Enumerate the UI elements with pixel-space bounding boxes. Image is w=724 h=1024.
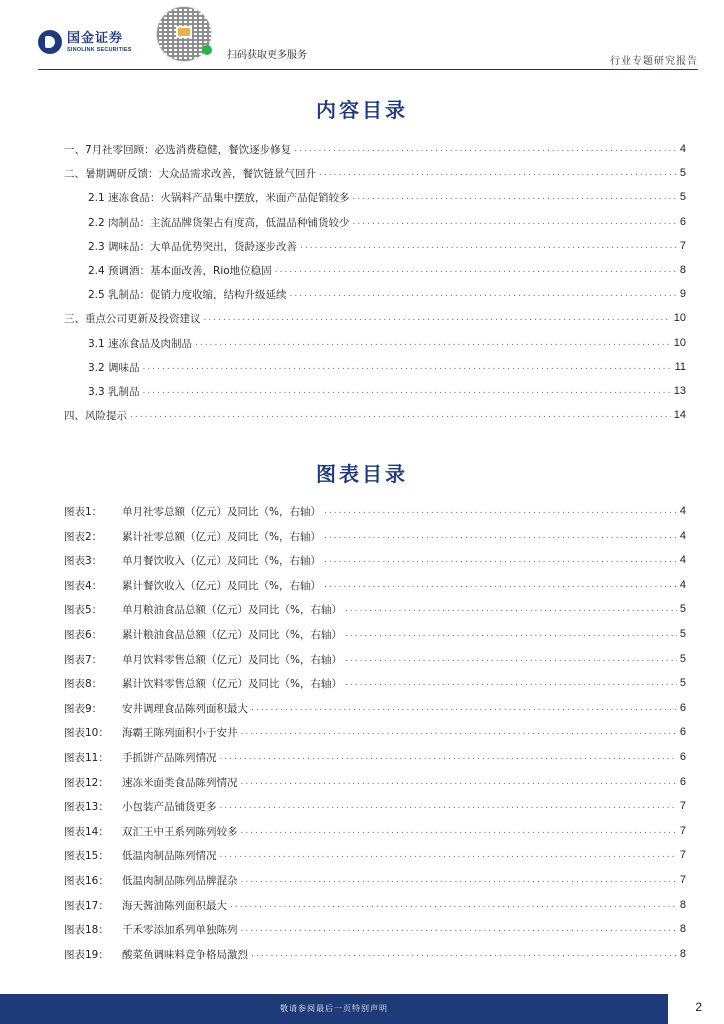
figure-entry-number: 图表17： [64,899,109,912]
figure-entry-number: 图表3： [64,554,103,567]
figure-entry-label: 单月社零总额（亿元）及同比（%，右轴） [122,505,321,518]
toc-leader-dots [241,924,677,934]
toc-entry[interactable] [88,214,686,230]
toc-leader-dots [251,949,677,959]
toc-leader-dots [345,654,677,664]
toc-leader-dots [241,826,677,836]
figure-entry-label: 速冻米面类食品陈列情况 [122,776,238,789]
figure-entry[interactable] [64,921,686,937]
toc-leader-dots [353,217,677,227]
figures-title: 图表目录 [316,462,408,486]
figure-entry[interactable] [64,774,686,790]
figure-entry-label: 单月饮料零售总额（亿元）及同比（%，右轴） [122,653,342,666]
toc-entry-label: 二、暑期调研反馈：大众品需求改善，餐饮链景气回升 [64,167,316,180]
toc-leader-dots [275,265,677,275]
logo-english-name: SINOLINK SECURITIES [67,46,132,53]
figure-entry[interactable] [64,823,686,839]
header-divider [38,69,698,70]
figure-entry[interactable] [64,872,686,888]
figure-entry-number: 图表6： [64,628,103,641]
figure-entry-page: 5 [679,677,686,689]
qr-caption: 扫码获取更多服务 [227,50,307,61]
figure-entry-label: 安井调理食品陈列面积最大 [122,702,248,715]
figure-entry-page: 7 [679,800,686,812]
toc-entry-page: 14 [673,409,686,421]
figure-entry[interactable] [64,552,686,568]
toc-leader-dots [324,555,677,565]
toc-leader-dots [345,678,677,688]
figure-entry-number: 图表1： [64,505,103,518]
toc-leader-dots [204,313,671,323]
toc-entry-page: 6 [679,216,686,228]
figure-entry-page: 7 [679,874,686,886]
toc-entry[interactable] [64,165,686,181]
toc-entry-label: 三、重点公司更新及投资建议 [64,312,201,325]
figure-entry[interactable] [64,897,686,913]
figure-entry-label: 双汇王中王系列陈列较多 [122,825,238,838]
toc-entry-label: 四、风险提示 [64,409,127,422]
footer-disclaimer: 敬请参阅最后一页特别声明 [280,1004,388,1013]
figure-entry-page: 6 [679,776,686,788]
figure-entry-page: 4 [679,505,686,517]
toc-leader-dots [345,629,677,639]
toc-entry[interactable] [64,310,686,326]
figure-entry-page: 7 [679,825,686,837]
figure-entry-label: 手抓饼产品陈列情况 [122,751,217,764]
toc-entry[interactable] [88,189,686,205]
toc-leader-dots [324,580,677,590]
toc-entry-page: 8 [679,264,686,276]
toc-leader-dots [353,192,677,202]
figure-entry[interactable] [64,946,686,962]
figure-entry-number: 图表8： [64,677,103,690]
toc-leader-dots [290,289,677,299]
figure-entry-page: 5 [679,628,686,640]
figure-entry-label: 低温肉制品陈列品牌混杂 [122,874,238,887]
figure-entry-number: 图表14： [64,825,109,838]
toc-leader-dots [195,338,671,348]
figure-entry[interactable] [64,577,686,593]
toc-leader-dots [251,703,677,713]
figure-entry-page: 5 [679,603,686,615]
figure-entry-number: 图表19： [64,948,109,961]
figure-entry-number: 图表10： [64,726,109,739]
figure-entry-page: 4 [679,579,686,591]
figure-entry-number: 图表4： [64,579,103,592]
figure-entry[interactable] [64,528,686,544]
toc-entry-page: 13 [673,385,686,397]
toc-entry-page: 4 [679,143,686,155]
toc-entry-page: 10 [673,337,686,349]
toc-leader-dots [319,168,677,178]
figure-entry-page: 4 [679,530,686,542]
figure-entry[interactable] [64,651,686,667]
qr-center-logo-icon [176,26,192,38]
figure-entry[interactable] [64,847,686,863]
toc-leader-dots [324,531,677,541]
toc-entry[interactable] [64,141,686,157]
figure-entry-label: 累计粮油食品总额（亿元）及同比（%，右轴） [122,628,342,641]
figure-entry-page: 8 [679,899,686,911]
figure-entry-page: 4 [679,554,686,566]
toc-entry[interactable] [64,407,686,423]
toc-entry-label: 2.2 肉制品：主流品牌货架占有度高，低温品种铺货较少 [88,216,350,229]
toc-entry-label: 2.5 乳制品：促销力度收缩，结构升级延续 [88,288,287,301]
figure-entry-label: 累计饮料零售总额（亿元）及同比（%，右轴） [122,677,342,690]
toc-entry-page: 10 [673,312,686,324]
figure-entry[interactable] [64,503,686,519]
figure-entry-page: 8 [679,948,686,960]
figure-entry[interactable] [64,626,686,642]
toc-leader-dots [130,410,671,420]
figure-entry-label: 累计餐饮收入（亿元）及同比（%，右轴） [122,579,321,592]
report-type: 行业专题研究报告 [610,56,698,67]
figure-entry-number: 图表5： [64,603,103,616]
figure-entry-number: 图表7： [64,653,103,666]
toc-entry-page: 9 [679,288,686,300]
toc-leader-dots [143,386,671,396]
figure-entry-number: 图表15： [64,849,109,862]
figure-entry-page: 6 [679,726,686,738]
figure-entry-label: 单月餐饮收入（亿元）及同比（%，右轴） [122,554,321,567]
figure-entry-page: 5 [679,653,686,665]
figure-entry[interactable] [64,675,686,691]
figure-entry-page: 8 [679,923,686,935]
figure-entry-label: 海天酱油陈列面积最大 [122,899,227,912]
toc-entry[interactable] [88,262,686,278]
toc-entry[interactable] [88,238,686,254]
toc-leader-dots [294,144,677,154]
toc-entry[interactable] [88,286,686,302]
toc-leader-dots [143,362,672,372]
toc-entry[interactable] [88,359,686,375]
figure-entry-number: 图表16： [64,874,109,887]
toc-entry-label: 2.4 预调酒：基本面改善，Rio地位稳固 [88,264,272,277]
toc-entry[interactable] [88,335,686,351]
figure-entry-number: 图表18： [64,923,109,936]
toc-leader-dots [241,875,677,885]
toc-leader-dots [324,506,677,516]
figure-entry-label: 小包装产品铺货更多 [122,800,217,813]
toc-leader-dots [345,604,677,614]
toc-entry-page: 7 [679,240,686,252]
figure-entry-number: 图表12： [64,776,109,789]
toc-entry-label: 一、7月社零回顾：必选消费稳健，餐饮逐步修复 [64,143,292,156]
figure-entry-label: 累计社零总额（亿元）及同比（%，右轴） [122,530,321,543]
figure-entry-page: 6 [679,702,686,714]
contents-title: 内容目录 [316,98,408,122]
toc-leader-dots [220,801,677,811]
toc-entry[interactable] [88,383,686,399]
figure-entry-number: 图表9： [64,702,103,715]
toc-leader-dots [220,752,677,762]
figure-entry[interactable] [64,724,686,740]
figure-entry-label: 海霸王陈列面积小于安井 [122,726,238,739]
figure-entry-page: 7 [679,849,686,861]
toc-entry-page: 5 [679,191,686,203]
logo-chinese-name: 国金证券 [67,30,124,46]
figure-entry-number: 图表13： [64,800,109,813]
toc-leader-dots [241,727,677,737]
figure-entry[interactable] [64,601,686,617]
figure-entry-label: 低温肉制品陈列情况 [122,849,217,862]
figure-entry[interactable] [64,749,686,765]
toc-entry-label: 2.1 速冻食品：火锅料产品集中摆放，米面产品促销较多 [88,191,350,204]
toc-leader-dots [220,850,677,860]
toc-leader-dots [300,241,677,251]
figure-entry-number: 图表2： [64,530,103,543]
figure-entry-number: 图表11： [64,751,109,764]
figure-entry[interactable] [64,700,686,716]
figure-entry-label: 酸菜鱼调味料竞争格局激烈 [122,948,248,961]
toc-entry-label: 3.1 速冻食品及肉制品 [88,337,193,350]
toc-entry-page: 5 [679,167,686,179]
figure-entry-page: 6 [679,751,686,763]
toc-entry-label: 3.2 调味品 [88,361,140,374]
toc-entry-label: 3.3 乳制品 [88,385,140,398]
toc-entry-page: 11 [674,361,686,373]
toc-leader-dots [230,900,677,910]
company-logo [38,30,132,54]
figure-entry-label: 单月粮油食品总额（亿元）及同比（%，右轴） [122,603,342,616]
page-header [0,0,724,70]
wechat-badge-icon [202,45,212,55]
toc-entry-label: 2.3 调味品：大单品优势突出，货龄逐步改善 [88,240,298,253]
toc-leader-dots [241,777,677,787]
figure-entry-label: 千禾零添加系列单独陈列 [122,923,238,936]
logo-mark-icon [38,30,62,54]
figure-entry[interactable] [64,798,686,814]
page-number: 2 [695,1000,702,1014]
